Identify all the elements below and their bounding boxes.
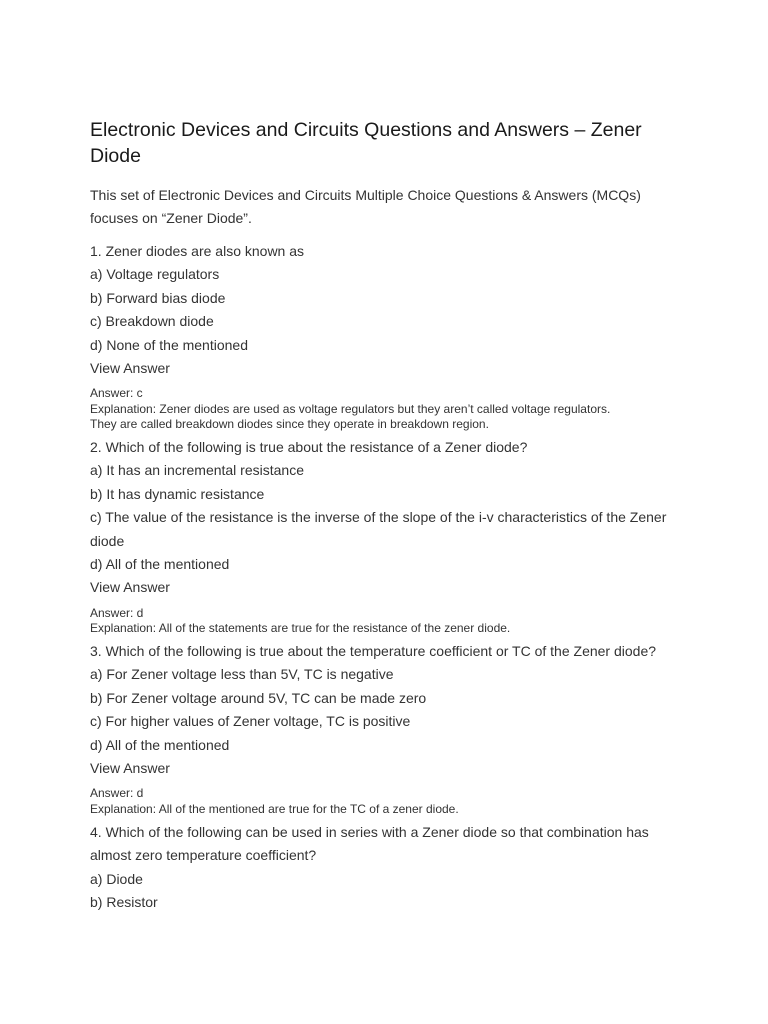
view-answer-button[interactable]: View Answer bbox=[90, 360, 170, 377]
question-block-4 bbox=[90, 821, 690, 915]
question-block-2 bbox=[90, 436, 690, 637]
option-a: a) It has an incremental resistance bbox=[90, 462, 304, 479]
option-c: c) Breakdown diode bbox=[90, 313, 214, 330]
question-text: 3. Which of the following is true about the temperature coefficient or TC of the Zener diode? bbox=[90, 643, 657, 659]
answer-block bbox=[90, 386, 690, 432]
option-d: d) All of the mentioned bbox=[90, 556, 230, 573]
answer-text: Answer: d bbox=[90, 786, 144, 801]
view-answer-button[interactable]: View Answer bbox=[90, 579, 170, 596]
page-title: Electronic Devices and Circuits Questions and Answers – Zener Diode bbox=[90, 119, 642, 167]
option-b: b) It has dynamic resistance bbox=[90, 485, 265, 502]
answer-block bbox=[90, 606, 690, 637]
explanation-line: Explanation: All of the mentioned are true for the TC of a zener diode. bbox=[90, 801, 459, 816]
option-a: a) For Zener voltage less than 5V, TC is negative bbox=[90, 666, 394, 683]
explanation-line: They are called breakdown diodes since they operate in breakdown region. bbox=[90, 417, 489, 432]
answer-text: Answer: d bbox=[90, 605, 144, 620]
option-b: b) For Zener voltage around 5V, TC can be made zero bbox=[90, 689, 427, 706]
view-answer-button[interactable]: View Answer bbox=[90, 760, 170, 777]
explanation-line: Explanation: Zener diodes are used as voltage regulators but they aren’t called voltage regulators. bbox=[90, 401, 611, 416]
explanation-line: Explanation: All of the statements are true for the resistance of the zener diode. bbox=[90, 621, 511, 636]
question-text: 1. Zener diodes are also known as bbox=[90, 243, 305, 259]
question-text: 4. Which of the following can be used in series with a Zener diode so that combination has almost zero temperature coefficient? bbox=[90, 824, 649, 864]
answer-block bbox=[90, 786, 690, 817]
option-d: d) None of the mentioned bbox=[90, 336, 248, 353]
option-c: c) For higher values of Zener voltage, TC is positive bbox=[90, 713, 411, 730]
intro-paragraph: This set of Electronic Devices and Circuits Multiple Choice Questions & Answers (MCQs) focuses on “Zener Diode”. bbox=[90, 187, 641, 226]
answer-text: Answer: c bbox=[90, 386, 143, 401]
option-b: b) Resistor bbox=[90, 894, 158, 911]
option-c: c) The value of the resistance is the inverse of the slope of the i-v characteristics of the Zener diode bbox=[90, 509, 667, 549]
option-a: a) Diode bbox=[90, 870, 143, 887]
option-a: a) Voltage regulators bbox=[90, 266, 220, 283]
option-b: b) Forward bias diode bbox=[90, 289, 226, 306]
option-d: d) All of the mentioned bbox=[90, 736, 230, 753]
question-text: 2. Which of the following is true about the resistance of a Zener diode? bbox=[90, 439, 528, 455]
question-block-3 bbox=[90, 640, 690, 817]
question-block-1 bbox=[90, 240, 690, 433]
